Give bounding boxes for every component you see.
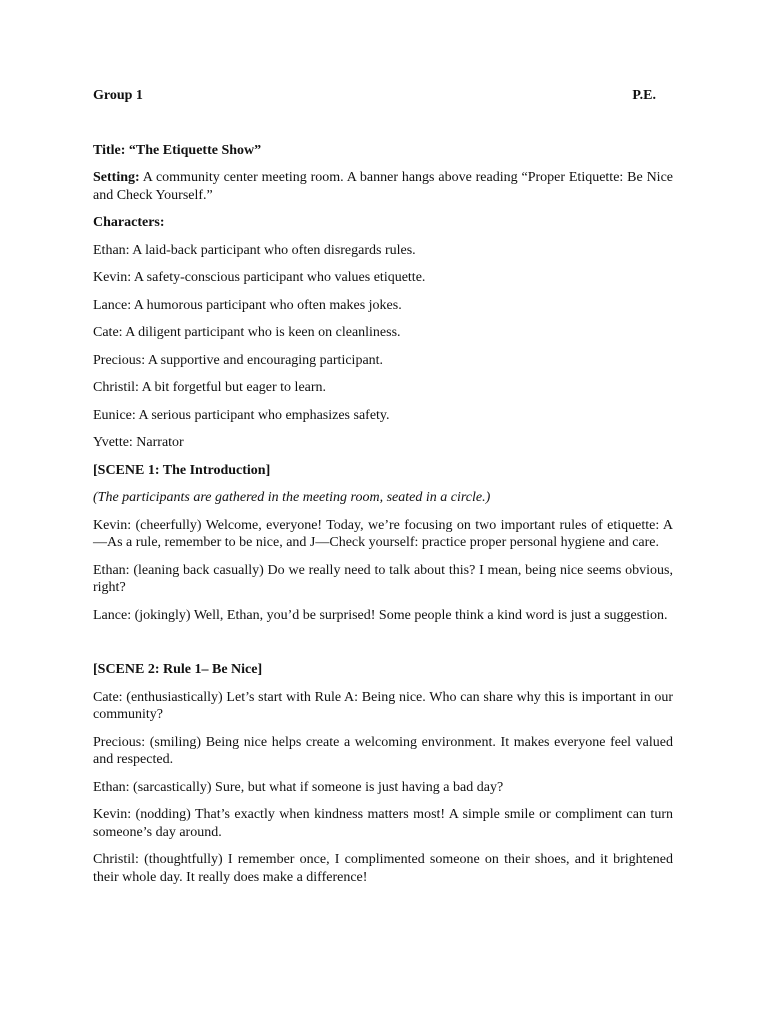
character-entry: Kevin: A safety-conscious participant who values etiquette. [93,270,426,285]
dialogue-line: Kevin: (nodding) That’s exactly when kindness matters most! A simple smile or compliment can turn someone’s day around. [93,807,673,840]
section-gap [93,634,673,661]
scene1-stage-direction: (The participants are gathered in the meeting room, seated in a circle.) [93,490,491,505]
setting-label: Setting: [93,170,140,185]
character-entry: Yvette: Narrator [93,435,184,450]
character-entry: Christil: A bit forgetful but eager to learn. [93,380,327,395]
dialogue-line: Lance: (jokingly) Well, Ethan, you’d be surprised! Some people think a kind word is just a suggestion. [93,607,668,623]
dialogue-line: Kevin: (cheerfully) Welcome, everyone! Today, we’re focusing on two important rules of etiquette: A—As a rule, remember to be nice, and J—Check yourself: practice proper personal hygiene and care. [93,517,673,550]
characters-heading: Characters: [93,215,165,230]
page-header [93,87,673,105]
group-label: Group 1 [93,88,143,103]
subject-label: P.E. [632,88,656,103]
dialogue-line: Ethan: (sarcastically) Sure, but what if someone is just having a bad day? [93,779,504,795]
character-entry: Precious: A supportive and encouraging participant. [93,352,384,368]
setting-paragraph [93,169,673,204]
setting-text: A community center meeting room. A banner hangs above reading “Proper Etiquette: Be Nice and Check Yourself.” [93,170,673,203]
character-entry: Cate: A diligent participant who is keen on cleanliness. [93,325,401,340]
dialogue-line: Christil: (thoughtfully) I remember once, I complimented someone on their shoes, and it brightened their whole day. It really does make a difference! [93,852,673,885]
character-entry: Eunice: A serious participant who emphasizes safety. [93,407,390,423]
dialogue-line: Ethan: (leaning back casually) Do we really need to talk about this? I mean, being nice seems obvious, right? [93,562,673,595]
scene2-heading: [SCENE 2: Rule 1– Be Nice] [93,662,263,677]
script-title: Title: “The Etiquette Show” [93,142,262,158]
character-entry: Lance: A humorous participant who often makes jokes. [93,297,402,313]
character-entry: Ethan: A laid-back participant who often disregards rules. [93,242,416,258]
dialogue-line: Precious: (smiling) Being nice helps create a welcoming environment. It makes everyone feel valued and respected. [93,734,673,767]
scene1-heading: [SCENE 1: The Introduction] [93,462,271,478]
dialogue-line: Cate: (enthusiastically) Let’s start with Rule A: Being nice. Who can share why this is important in our community? [93,689,673,722]
